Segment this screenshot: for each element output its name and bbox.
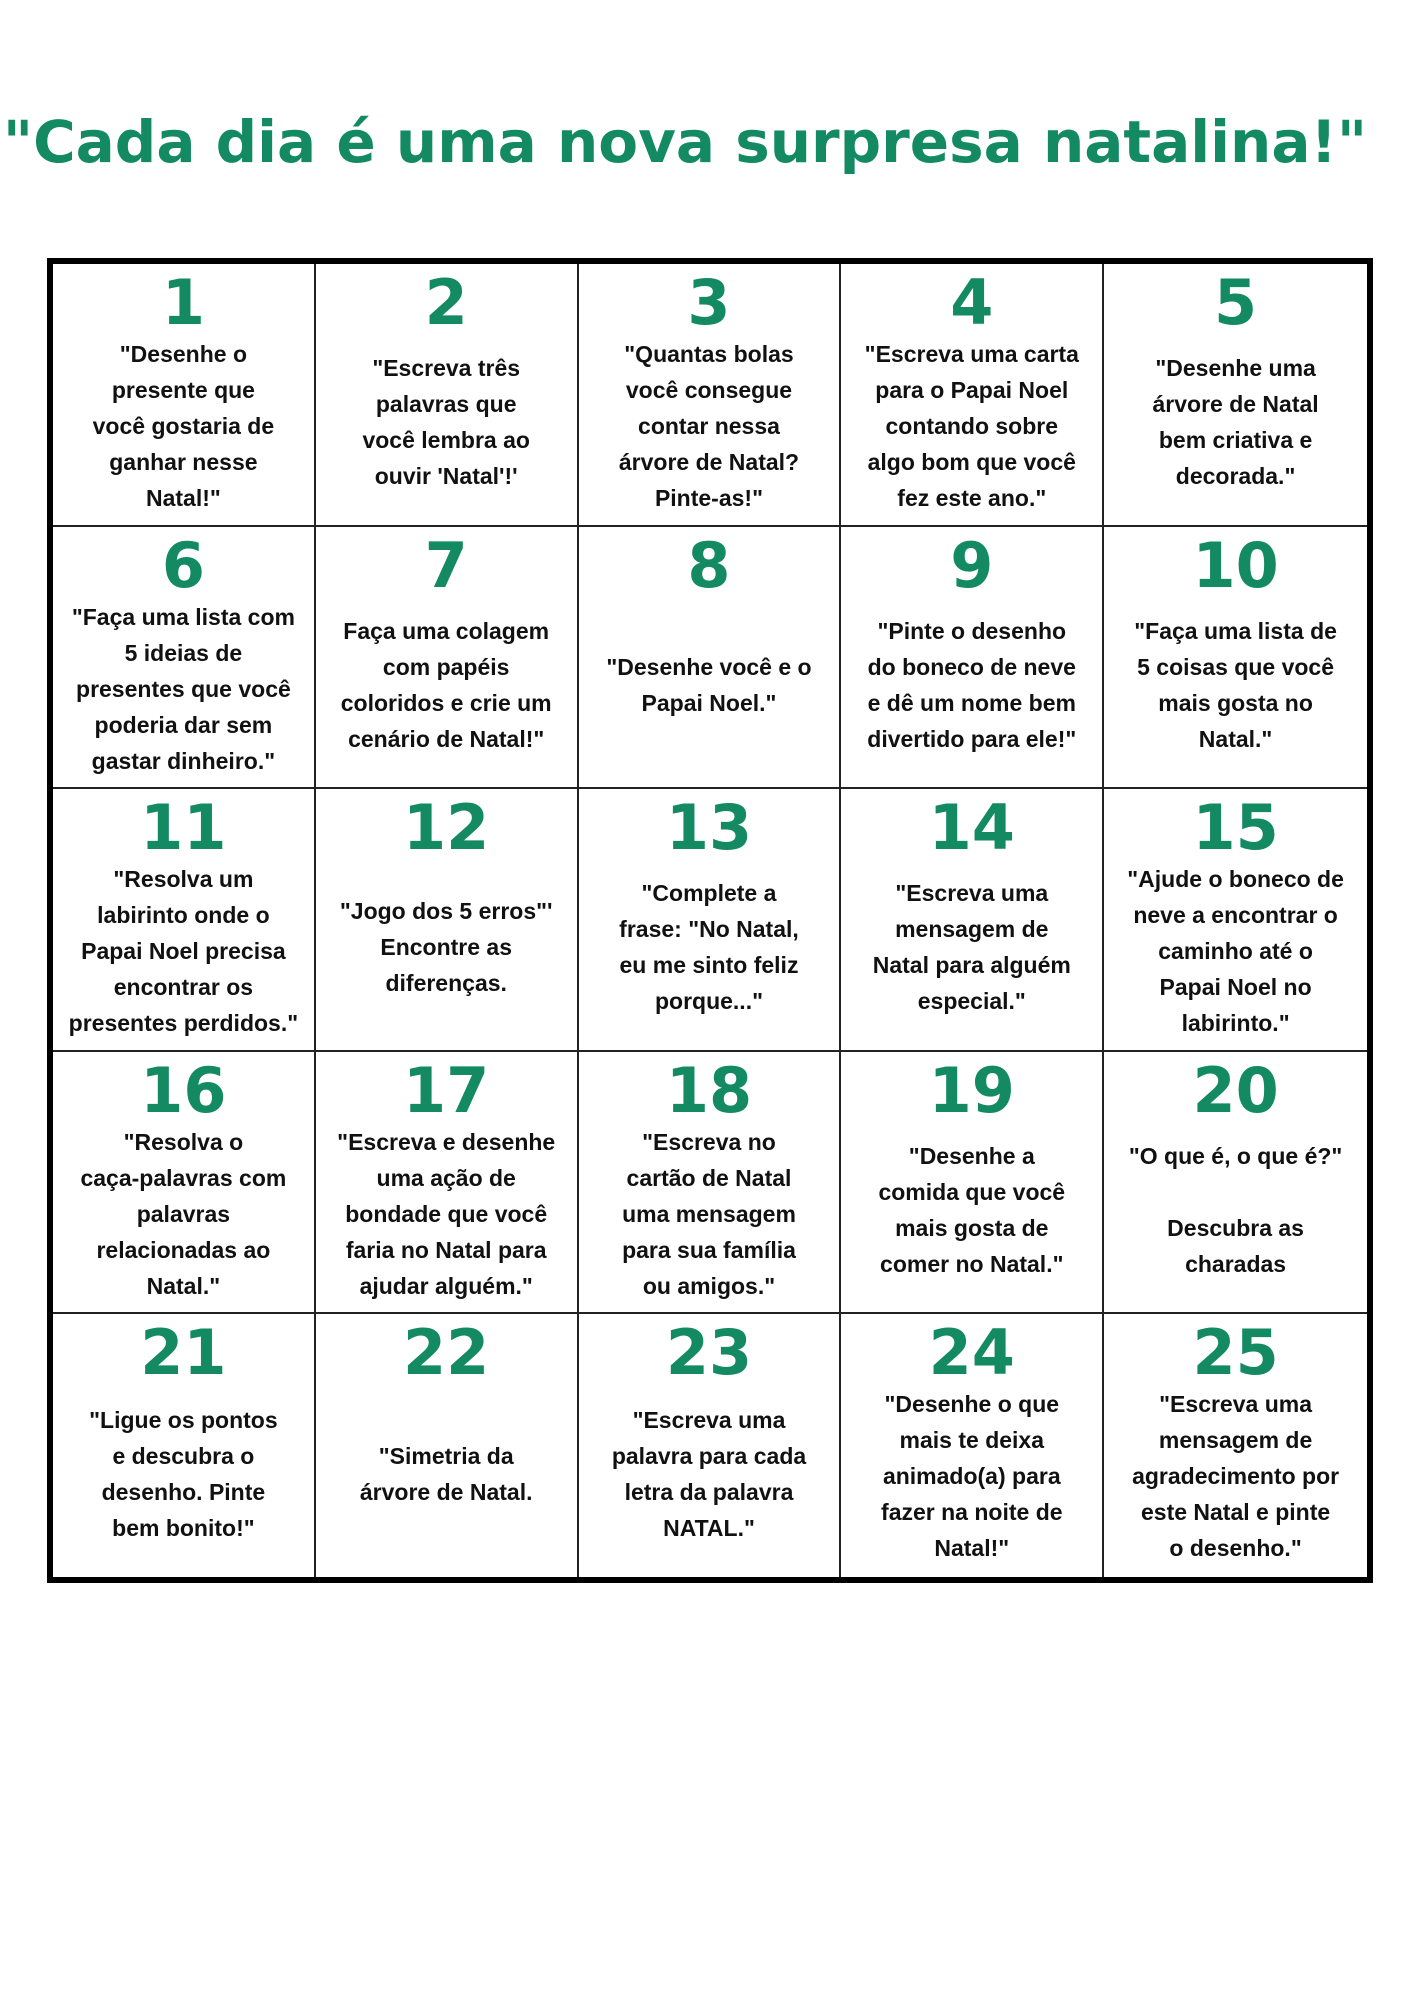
day-number: 8 bbox=[687, 528, 731, 602]
day-cell-4 bbox=[841, 264, 1104, 527]
day-activity: "Desenhe o que mais te deixa animado(a) para fazer na noite de Natal!" bbox=[881, 1391, 1063, 1562]
day-cell-22 bbox=[316, 1314, 579, 1577]
day-cell-5 bbox=[1104, 264, 1367, 527]
day-cell-25 bbox=[1104, 1314, 1367, 1577]
day-activity: "Desenhe uma árvore de Natal bem criativa e decorada." bbox=[1152, 355, 1319, 490]
day-activity: "Escreva no cartão de Natal uma mensagem para sua família ou amigos." bbox=[622, 1128, 796, 1299]
day-number: 4 bbox=[950, 266, 994, 339]
day-activity: "Ligue os pontos e descubra o desenho. Pinte bem bonito!" bbox=[89, 1406, 278, 1541]
day-activity: "Desenhe você e o Papai Noel." bbox=[606, 653, 812, 716]
day-cell-3 bbox=[579, 264, 842, 527]
day-activity: "Escreva uma mensagem de agradecimento por este Natal e pinte o desenho." bbox=[1132, 1391, 1340, 1562]
day-number: 12 bbox=[403, 791, 490, 865]
day-activity: "Resolva o caça-palavras com palavras relacionadas ao Natal." bbox=[80, 1128, 287, 1299]
day-number: 20 bbox=[1192, 1053, 1279, 1127]
day-activity: "Faça uma lista com 5 ideias de presentes que você poderia dar sem gastar dinheiro." bbox=[71, 603, 295, 774]
day-cell-9 bbox=[841, 527, 1104, 790]
day-cell-19 bbox=[841, 1052, 1104, 1315]
advent-calendar-grid bbox=[47, 258, 1373, 1583]
day-number: 14 bbox=[928, 791, 1015, 865]
day-cell-20 bbox=[1104, 1052, 1367, 1315]
day-cell-2 bbox=[316, 264, 579, 527]
day-number: 13 bbox=[665, 791, 753, 865]
day-number: 10 bbox=[1192, 528, 1279, 602]
day-activity: "Desenhe a comida que você mais gosta de comer no Natal." bbox=[878, 1143, 1066, 1278]
page-title: "Cada dia é uma nova surpresa natalina!" bbox=[2, 108, 1368, 176]
day-number: 23 bbox=[665, 1316, 753, 1390]
day-activity: "Resolva um labirinto onde o Papai Noel precisa encontrar os presentes perdidos." bbox=[68, 866, 299, 1037]
day-number: 22 bbox=[403, 1316, 490, 1390]
day-activity: "Escreva e desenhe uma ação de bondade que você faria no Natal para ajudar alguém." bbox=[337, 1128, 556, 1299]
day-activity: "Ajude o boneco de neve a encontrar o caminho até o Papai Noel no labirinto." bbox=[1127, 866, 1344, 1037]
day-cell-18 bbox=[579, 1052, 842, 1315]
day-cell-8 bbox=[579, 527, 842, 790]
day-activity: "Pinte o desenho do boneco de neve e dê um nome bem divertido para ele!" bbox=[867, 617, 1077, 752]
day-cell-13 bbox=[579, 789, 842, 1052]
day-cell-15 bbox=[1104, 789, 1367, 1052]
day-cell-6 bbox=[53, 527, 316, 790]
day-number: 2 bbox=[424, 266, 468, 339]
day-number: 9 bbox=[950, 528, 994, 602]
day-cell-17 bbox=[316, 1052, 579, 1315]
day-cell-1 bbox=[53, 264, 316, 527]
day-activity: "Escreva uma palavra para cada letra da palavra NATAL." bbox=[611, 1406, 807, 1541]
day-number: 25 bbox=[1192, 1316, 1279, 1390]
day-number: 6 bbox=[161, 528, 205, 602]
day-cell-23 bbox=[579, 1314, 842, 1577]
day-activity: "Escreva três palavras que você lembra ao ouvir 'Natal'!' bbox=[362, 355, 530, 490]
day-activity: "Complete a frase: "No Natal, eu me sinto feliz porque..." bbox=[619, 880, 799, 1015]
day-cell-7 bbox=[316, 527, 579, 790]
day-activity: "Faça uma lista de 5 coisas que você mais gosta no Natal." bbox=[1134, 617, 1337, 752]
day-cell-14 bbox=[841, 789, 1104, 1052]
day-activity: "O que é, o que é?" Descubra as charadas bbox=[1128, 1143, 1343, 1278]
day-activity: "Desenhe o presente que você gostaria de ganhar nesse Natal!" bbox=[92, 341, 275, 511]
day-number: 17 bbox=[403, 1053, 490, 1127]
day-activity: Faça uma colagem com papéis coloridos e crie um cenário de Natal!" bbox=[340, 617, 552, 752]
day-number: 3 bbox=[687, 266, 731, 339]
day-cell-21 bbox=[53, 1314, 316, 1577]
day-cell-24 bbox=[841, 1314, 1104, 1577]
day-number: 11 bbox=[140, 791, 227, 865]
day-cell-10 bbox=[1104, 527, 1367, 790]
day-number: 16 bbox=[140, 1053, 227, 1127]
day-activity: "Quantas bolas você consegue contar nessa árvore de Natal? Pinte-as!" bbox=[618, 341, 800, 511]
day-activity: "Escreva uma carta para o Papai Noel contando sobre algo bom que você fez este ano." bbox=[864, 341, 1079, 511]
day-number: 5 bbox=[1214, 266, 1258, 339]
day-activity: "Escreva uma mensagem de Natal para alguém especial." bbox=[872, 880, 1071, 1015]
day-number: 7 bbox=[424, 528, 468, 602]
day-number: 21 bbox=[140, 1316, 227, 1390]
day-number: 1 bbox=[161, 266, 205, 339]
day-number: 18 bbox=[665, 1053, 753, 1127]
day-number: 19 bbox=[928, 1053, 1015, 1127]
day-cell-16 bbox=[53, 1052, 316, 1315]
day-cell-12 bbox=[316, 789, 579, 1052]
day-number: 15 bbox=[1192, 791, 1279, 865]
day-activity: "Jogo dos 5 erros"' Encontre as diferenças. bbox=[339, 898, 553, 997]
day-activity: "Simetria da árvore de Natal. bbox=[359, 1442, 533, 1505]
day-number: 24 bbox=[928, 1316, 1015, 1390]
day-cell-11 bbox=[53, 789, 316, 1052]
